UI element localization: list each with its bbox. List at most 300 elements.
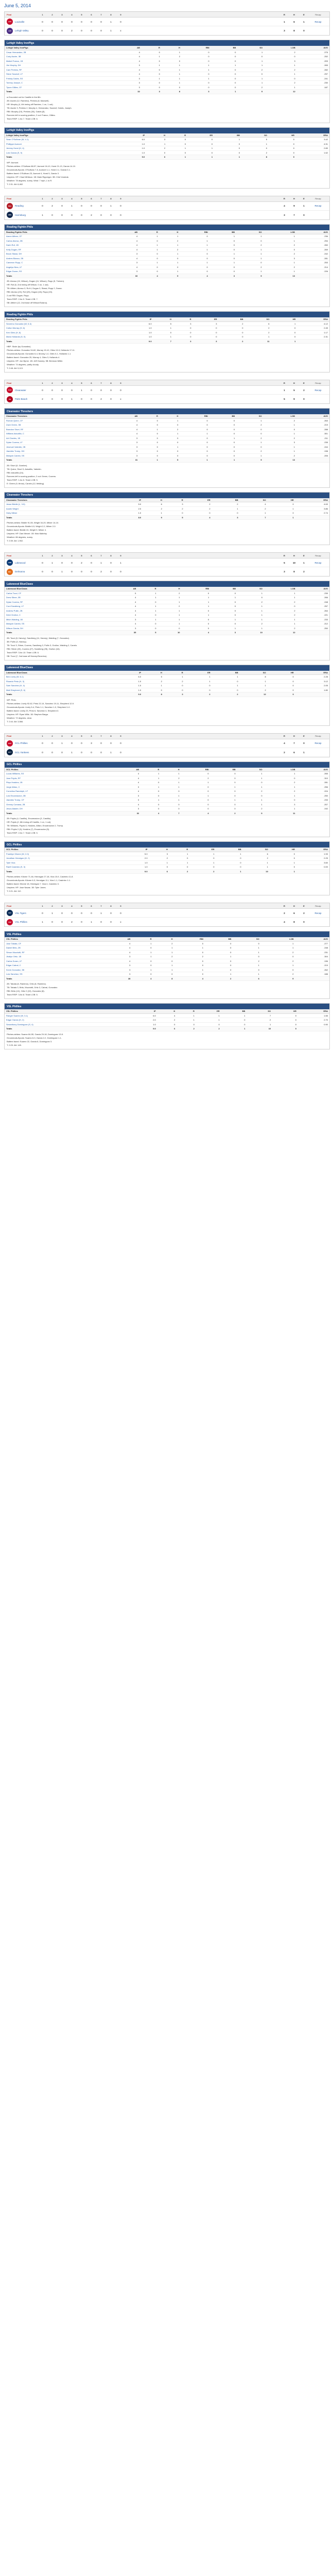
stat-cell: 0 bbox=[164, 688, 185, 692]
team-name-link[interactable]: Lakewood bbox=[15, 561, 26, 564]
team-rhe bbox=[279, 742, 309, 744]
recap-link[interactable]: Recap bbox=[314, 911, 322, 914]
stat-cell: 0 bbox=[160, 436, 180, 440]
note-line: Weather: 72 degrees, clear. bbox=[7, 716, 32, 719]
player-name-link[interactable]: Cameron Rupp, C bbox=[5, 261, 112, 265]
game-block bbox=[4, 733, 330, 896]
stat-cell: 0 bbox=[180, 269, 209, 274]
player-name-link[interactable]: Cornelius Randolph, LF bbox=[5, 789, 114, 794]
stat-cell: 1 bbox=[264, 807, 297, 811]
stat-cell: 1 bbox=[140, 798, 161, 803]
team-name-link[interactable]: VSL Tigers bbox=[15, 911, 26, 914]
player-name-link[interactable]: Tyson Gillies, CF bbox=[5, 85, 115, 90]
rhe-value: 4 bbox=[284, 742, 285, 744]
stat-cell bbox=[296, 458, 329, 463]
player-name-link[interactable]: Wilson Garcia, DH bbox=[5, 626, 111, 631]
inning-runs: 0 bbox=[42, 29, 43, 32]
team-name-link[interactable]: Delmarva bbox=[15, 570, 25, 573]
stat-cell: 0 bbox=[173, 330, 192, 335]
stat-cell: 0 bbox=[187, 138, 214, 142]
pitching-notes bbox=[5, 160, 329, 188]
scoreboard-header bbox=[5, 734, 329, 739]
stat-cell: 0 bbox=[181, 807, 210, 811]
stat-cell bbox=[297, 339, 329, 344]
inning-runs: 1 bbox=[51, 911, 53, 914]
stat-cell: 1 bbox=[177, 1013, 196, 1018]
player-name-link: Totals bbox=[5, 692, 115, 697]
linescore bbox=[38, 921, 272, 923]
stat-cell: 0 bbox=[139, 440, 160, 445]
rhe-label: E bbox=[303, 381, 305, 384]
stat-cell: 0 bbox=[192, 330, 218, 335]
stat-cell: 4 bbox=[185, 515, 212, 520]
stat-cell: 1 bbox=[149, 860, 169, 865]
stat-cell: 3 bbox=[114, 798, 140, 803]
inning-runs: 0 bbox=[120, 742, 121, 744]
player-name-link[interactable]: Sam Sanchez (H, 4) bbox=[5, 684, 115, 688]
inning-number: 3 bbox=[61, 197, 63, 200]
stat-cell: 8 bbox=[162, 90, 182, 94]
pitching-header-row bbox=[5, 1009, 329, 1013]
stat-cell: 0 bbox=[181, 789, 210, 794]
stat-cell: .250 bbox=[296, 793, 329, 798]
stat-cell: 0 bbox=[269, 150, 296, 155]
pitching-title: Lakewood BlueClaws bbox=[5, 665, 329, 671]
note-line: Team RISP: 2-for-9. Team LOB: 7. bbox=[7, 298, 38, 300]
player-name-link[interactable]: Lucas Williams, SS bbox=[5, 772, 114, 776]
team-name-link[interactable]: Reading bbox=[15, 205, 24, 207]
stat-cell: 1 bbox=[142, 55, 162, 59]
col-header: AVG bbox=[297, 46, 329, 50]
player-name-link[interactable]: Brock Stassi, DH bbox=[5, 252, 112, 257]
player-name-link[interactable]: Dylan Cozens, LF bbox=[5, 440, 112, 445]
player-name-link[interactable]: Carlos Tocci, CF bbox=[5, 591, 111, 596]
stat-cell: 35 bbox=[111, 631, 138, 635]
stat-cell: 4 bbox=[111, 613, 138, 618]
stat-cell: 0 bbox=[237, 72, 264, 77]
player-name-link[interactable]: Jeremy Horst (H, 4) bbox=[5, 146, 119, 151]
linescore bbox=[38, 570, 272, 573]
stat-cell: 5 bbox=[153, 321, 173, 326]
player-name-link[interactable]: Jonathan Hennigan (H, 2) bbox=[5, 856, 122, 861]
team-name-link[interactable]: Palm Beach bbox=[15, 398, 28, 400]
team-name-link[interactable]: GCL Phillies bbox=[15, 742, 28, 744]
pitching-section bbox=[4, 665, 330, 726]
team-row bbox=[5, 739, 329, 748]
player-name-link[interactable]: Carlos Duran, LF bbox=[5, 959, 104, 963]
player-name-link[interactable]: Mitch Walding, 1B bbox=[5, 617, 111, 622]
col-header: HR bbox=[268, 498, 295, 502]
note-line: 2-out RBI: Dugan, Rupp. bbox=[7, 294, 29, 297]
stat-cell: 3 bbox=[115, 85, 142, 90]
col-header: R bbox=[164, 671, 185, 675]
stat-cell: 5.0 bbox=[122, 852, 149, 856]
col-header: ERA bbox=[297, 317, 329, 321]
player-name-link[interactable]: Kelly Dugan, RF bbox=[5, 247, 112, 252]
stat-cell: 0 bbox=[268, 692, 295, 697]
rhe-label: H bbox=[293, 13, 295, 16]
player-name-link[interactable]: Drew Stiner, 3B bbox=[5, 596, 111, 600]
recap-link[interactable]: Recap bbox=[314, 388, 322, 392]
player-name-link[interactable]: Jesus Alastre, DH bbox=[5, 807, 114, 811]
rhe-value: 2 bbox=[284, 911, 285, 914]
rhe-label: E bbox=[303, 735, 305, 737]
team-logo-icon: DEL bbox=[7, 569, 13, 575]
inning-runs: 0 bbox=[61, 561, 63, 564]
recap-link[interactable]: Recap bbox=[314, 561, 322, 564]
player-name-link[interactable]: Brandon Short, RF bbox=[5, 427, 112, 432]
player-name-link: Totals bbox=[5, 458, 112, 463]
player-name-link[interactable]: Edgar Cabral, C bbox=[5, 963, 104, 968]
stat-cell: 1 bbox=[243, 865, 270, 870]
player-name-link[interactable]: Cesar Hernandez, 2B bbox=[5, 50, 115, 55]
note-line: RBI: Brito (12), Ortiz 2 (19), Gonzalez (8). bbox=[7, 990, 45, 992]
stat-cell: 4 bbox=[112, 239, 139, 243]
stat-cell: 2 bbox=[143, 679, 164, 684]
inning-number: 5 bbox=[81, 735, 82, 737]
stat-cell: 4 bbox=[115, 55, 142, 59]
player-name-link[interactable]: Willians Astudillo, C bbox=[5, 432, 112, 436]
player-name-link[interactable]: Rhys Hoskins, 1B bbox=[5, 781, 114, 785]
col-header: SO bbox=[240, 498, 268, 502]
col-header: H bbox=[153, 317, 173, 321]
player-name-link[interactable]: Angelys Nina, LF bbox=[5, 265, 112, 269]
batter-row bbox=[5, 968, 329, 972]
player-name-link[interactable]: Maikel Franco, 1B bbox=[5, 59, 115, 63]
stat-cell: 6.0 bbox=[115, 675, 143, 680]
col-header: HR bbox=[272, 1009, 298, 1013]
batter-row bbox=[5, 798, 329, 803]
player-name-link[interactable]: Jorge Alfaro, C bbox=[5, 785, 114, 789]
player-name-link[interactable]: Colton Murray (H, 6) bbox=[5, 326, 128, 331]
col-header: RBI bbox=[182, 587, 211, 591]
col-header: R bbox=[164, 498, 185, 502]
player-name-link[interactable]: Grenny Cumana, 2B bbox=[5, 802, 114, 807]
player-name-link[interactable]: Roman Quinn, CF bbox=[5, 418, 112, 423]
rhe-header bbox=[279, 554, 309, 557]
innings-header bbox=[38, 13, 272, 16]
stat-cell: 9.0 bbox=[115, 692, 143, 697]
stat-cell: 4 bbox=[182, 631, 211, 635]
stat-cell: 1 bbox=[205, 972, 233, 977]
col-header: H bbox=[158, 587, 182, 591]
stat-cell: 0 bbox=[180, 252, 209, 257]
stat-cell: 4 bbox=[111, 604, 138, 609]
player-name-link[interactable]: Sean O'Sullivan (W, 4-1) bbox=[5, 138, 119, 142]
rhe-value: 0 bbox=[303, 921, 305, 923]
player-name-link[interactable]: Ranger Suarez (W, 3-1) bbox=[5, 1013, 132, 1018]
stat-cell: 1 bbox=[161, 781, 181, 785]
inning-runs: 0 bbox=[110, 213, 112, 216]
note-line: Groundouts-flyouts: Kilome 6-3, Hennigan 3-1, Viza 1-1, Casimiro 1-1. bbox=[7, 879, 71, 882]
player-name-link[interactable]: Art Charles, 1B bbox=[5, 436, 112, 440]
team-logo-icon: LHV bbox=[7, 28, 13, 34]
pitcher-row bbox=[5, 688, 329, 692]
team-logo-icon: HBG bbox=[7, 212, 13, 218]
stat-cell: 1 bbox=[139, 243, 160, 248]
inning-number: 4 bbox=[71, 381, 73, 384]
stat-cell: 1 bbox=[237, 626, 264, 631]
player-name-link[interactable]: Hoby Milner bbox=[5, 511, 115, 516]
col-batter: Clearwater Threshers bbox=[5, 414, 112, 418]
stat-cell: .212 bbox=[297, 622, 329, 626]
player-name-link[interactable]: Jiandido Tromp, DH bbox=[5, 449, 112, 454]
stat-cell: 0 bbox=[237, 596, 264, 600]
col-header: SO bbox=[243, 848, 270, 852]
stat-cell: 2 bbox=[263, 265, 296, 269]
stat-cell: 3 bbox=[192, 339, 218, 344]
note-line: Pitches-strikes: O'Sullivan 88-57, Aumont 16-10, Horst 21-13, Garcia 14-10. bbox=[7, 164, 76, 167]
pitching-notes bbox=[5, 874, 329, 895]
inning-runs: 0 bbox=[120, 205, 121, 207]
stat-cell: 7 bbox=[247, 1013, 272, 1018]
note-line: Groundouts-flyouts: Lively 5-4, Pinto 1-1, Sanchez 1-0, Shepherd 1-0. bbox=[7, 705, 71, 708]
stat-cell: 1.0 bbox=[128, 335, 153, 340]
game-block bbox=[4, 552, 330, 726]
stat-cell: 1 bbox=[237, 591, 264, 596]
player-name-link[interactable]: Steve Susdorf, LF bbox=[5, 72, 115, 77]
rhe-label: R bbox=[284, 381, 285, 384]
team-row bbox=[5, 18, 329, 26]
player-name-link[interactable]: Jose Tabata, CF bbox=[5, 941, 104, 946]
stat-cell: 1 bbox=[158, 613, 182, 618]
player-name-link[interactable]: Malquin Canelo, SS bbox=[5, 622, 111, 626]
innings-header bbox=[38, 905, 272, 907]
stat-cell: 1.0 bbox=[115, 684, 143, 688]
stat-cell: 1 bbox=[264, 591, 297, 596]
player-name-link[interactable]: Jesse Biddle (L, 3-5) bbox=[5, 502, 115, 507]
player-name-link[interactable]: Ranfi Casimiro (S, 3) bbox=[5, 865, 122, 870]
stat-cell: 2 bbox=[196, 1027, 221, 1031]
inning-runs: 1 bbox=[71, 751, 73, 754]
player-name-link[interactable]: Jiandido Tromp, CF bbox=[5, 798, 114, 803]
stat-cell: 10 bbox=[237, 631, 264, 635]
player-name-link[interactable]: Luis Garcia (S, 9) bbox=[5, 150, 119, 155]
player-name-link[interactable]: Tommy Joseph, C bbox=[5, 81, 115, 86]
recap-link[interactable]: Recap bbox=[314, 20, 322, 23]
stat-cell: 1 bbox=[233, 946, 260, 951]
note-line: 2B: Short (9, Gomber). bbox=[7, 464, 28, 467]
player-name-link[interactable]: Kevin Gonzalez, 3B bbox=[5, 968, 104, 972]
batting-section bbox=[4, 408, 330, 488]
inning-runs: 0 bbox=[81, 20, 82, 23]
stat-cell: 0 bbox=[209, 247, 236, 252]
col-batter: Lehigh Valley IronPigs bbox=[5, 46, 115, 50]
stat-cell: 1 bbox=[187, 146, 214, 151]
stat-cell: 3 bbox=[210, 631, 237, 635]
player-name-link[interactable]: Edgar Duran, SS bbox=[5, 269, 112, 274]
batting-title: Reading Fightin Phils bbox=[5, 225, 329, 230]
note-line: Batters faced: Gonzalez 25, Murray 4, Giles 3, Hollands 4. bbox=[7, 356, 60, 359]
inning-runs: 0 bbox=[71, 388, 73, 392]
stat-cell: 0 bbox=[236, 427, 263, 432]
player-name-link[interactable]: Tyler Viza bbox=[5, 860, 122, 865]
stat-cell: 1 bbox=[189, 852, 216, 856]
stat-cell: 3 bbox=[173, 321, 192, 326]
stat-cell: 1 bbox=[216, 852, 242, 856]
player-name-link[interactable]: Phillippe Aumont bbox=[5, 142, 119, 146]
stat-cell: .231 bbox=[295, 950, 329, 955]
player-name-link[interactable]: Dylan Cozens, RF bbox=[5, 600, 111, 604]
stat-cell: 0 bbox=[140, 802, 161, 807]
stat-cell: 0 bbox=[205, 963, 233, 968]
note-line: Batters faced: Suarez 22, Garcia 8, Dominguez 3. bbox=[7, 1040, 52, 1043]
player-name-link[interactable]: Jim Murphy, DH bbox=[5, 63, 115, 68]
stat-cell: 1 bbox=[209, 436, 236, 440]
inning-runs: 0 bbox=[81, 751, 82, 754]
player-name-link[interactable]: Ben Lively (W, 6-1) bbox=[5, 675, 115, 680]
batting-header-row bbox=[5, 230, 329, 234]
note-line: T: 2:31. Att: 8,462. bbox=[7, 182, 24, 185]
team-row bbox=[5, 567, 329, 576]
inning-runs: 0 bbox=[91, 751, 92, 754]
batter-row bbox=[5, 256, 329, 261]
inning-runs: 0 bbox=[110, 911, 112, 914]
stat-cell: 1 bbox=[261, 941, 295, 946]
col-header: BB bbox=[210, 768, 237, 772]
player-name-link[interactable]: Cam Perkins, RF bbox=[5, 67, 115, 72]
stat-cell: 1 bbox=[161, 793, 181, 798]
recap-link[interactable]: Recap bbox=[314, 742, 322, 744]
player-name-link[interactable]: Cody Asche, 3B bbox=[5, 55, 115, 59]
player-name-link[interactable]: Daniel Brito, 2B bbox=[5, 946, 104, 951]
stat-cell: 1 bbox=[140, 776, 161, 781]
player-name-link[interactable]: Ken Giles (H, 8) bbox=[5, 330, 128, 335]
pitching-notes bbox=[5, 1031, 329, 1049]
player-name-link[interactable]: Simon Muzziotti, RF bbox=[5, 950, 104, 955]
batting-section bbox=[4, 40, 330, 123]
stat-cell: 1 bbox=[182, 67, 211, 72]
inning-runs: 0 bbox=[42, 561, 43, 564]
player-name-link[interactable]: Cord Sandberg, LF bbox=[5, 604, 111, 609]
note-line: HR: Murphy (4, 4th inning off Ramirez, 1 on, 1 out). bbox=[7, 103, 54, 106]
stat-cell: 0 bbox=[269, 146, 296, 151]
player-name-link[interactable]: Andrew Pullin, 2B bbox=[5, 608, 111, 613]
stat-cell: 0 bbox=[237, 781, 264, 785]
player-name-link[interactable]: Luis Sanchez, SS bbox=[5, 972, 104, 977]
stat-cell: 0 bbox=[269, 155, 296, 160]
inning-number: 9 bbox=[120, 197, 121, 200]
batting-header-row bbox=[5, 414, 329, 418]
stat-cell: 4.12 bbox=[297, 321, 329, 326]
inning-runs: 0 bbox=[71, 20, 73, 23]
note-line: T: 2:44. Att: 3,566. bbox=[7, 720, 24, 723]
player-name-link[interactable]: Matt Shepherd (S, 6) bbox=[5, 688, 115, 692]
inning-runs: 0 bbox=[91, 205, 92, 207]
player-name-link[interactable]: Severino Gonzalez (W, 5-3) bbox=[5, 321, 128, 326]
stat-cell: 0 bbox=[221, 1018, 247, 1023]
player-name-link[interactable]: Edgar Garcia (H, 2) bbox=[5, 1018, 132, 1023]
note-line: Umpires: HP: Jose Navas. 1B: Tyler Jones. bbox=[7, 886, 46, 889]
inning-runs: 2 bbox=[71, 29, 73, 32]
player-name-link[interactable]: Deivi Grullon, C bbox=[5, 613, 111, 618]
stat-cell: .209 bbox=[297, 59, 329, 63]
player-name-link[interactable]: Austin Wright bbox=[5, 506, 115, 511]
player-name-link[interactable]: Andres Blanco, 2B bbox=[5, 256, 112, 261]
player-name-link[interactable]: Aaron Altherr, CF bbox=[5, 234, 112, 239]
inning-number: 2 bbox=[51, 554, 53, 557]
stat-cell: 1 bbox=[167, 155, 187, 160]
team-name-link[interactable]: GCL Yankees bbox=[15, 751, 29, 754]
note-line: HBP: Skole (by Gonzalez). bbox=[7, 345, 31, 348]
player-name-link[interactable]: Darin Ruf, 1B bbox=[5, 243, 112, 248]
team-name-link[interactable]: Louisville bbox=[15, 20, 25, 23]
team-name-link[interactable]: Harrisburg bbox=[15, 213, 26, 216]
player-name-link[interactable]: Freddy Galvis, SS bbox=[5, 76, 115, 81]
team-name-link[interactable]: VSL Phillies bbox=[15, 921, 27, 923]
player-name-link[interactable]: Seranthony Dominguez (S, 4) bbox=[5, 1022, 132, 1027]
inning-runs: 0 bbox=[42, 911, 43, 914]
player-name-link[interactable]: Carlos Alonso, 3B bbox=[5, 239, 112, 243]
player-name-link[interactable]: Mario Hollands (S, 5) bbox=[5, 335, 128, 340]
col-header: HR bbox=[268, 671, 295, 675]
stat-cell: 2 bbox=[219, 339, 245, 344]
player-name-link[interactable]: Luis Encarnacion, 3B bbox=[5, 793, 114, 798]
player-name-link[interactable]: Malquin Canelo, SS bbox=[5, 453, 112, 458]
stat-cell: 1 bbox=[264, 596, 297, 600]
stat-cell: 0 bbox=[137, 622, 157, 626]
stat-cell: 0 bbox=[174, 959, 205, 963]
player-name-link[interactable]: Jose Pujols, RF bbox=[5, 776, 114, 781]
stat-cell: .269 bbox=[296, 247, 329, 252]
col-header: RBI bbox=[182, 46, 211, 50]
stat-cell: 0 bbox=[209, 256, 236, 261]
stat-cell: 12 bbox=[264, 631, 297, 635]
stat-cell: 0 bbox=[182, 591, 211, 596]
totals-row bbox=[5, 1027, 329, 1031]
stat-cell: 1 bbox=[160, 234, 180, 239]
note-line: 2B: Asche (12, Ramirez), Perkins (8, Maxwell). bbox=[7, 99, 49, 102]
rhe-label: H bbox=[293, 197, 295, 200]
stat-cell: 4.63 bbox=[295, 502, 329, 507]
stat-cell: 1 bbox=[209, 252, 236, 257]
col-header: SO bbox=[237, 46, 264, 50]
note-line: TB: Williams, Pujols 6, Hoskins, Alfaro, Encarnacion 2, Tromp. bbox=[7, 824, 64, 827]
team-name-link[interactable]: Lehigh Valley bbox=[15, 29, 29, 32]
stat-cell: 1 bbox=[182, 600, 211, 604]
inning-number: 1 bbox=[42, 904, 43, 907]
stat-cell: 0 bbox=[261, 955, 295, 959]
stat-cell: 2 bbox=[247, 1018, 272, 1023]
player-name-link[interactable]: Franklyn Kilome (W, 2-0) bbox=[5, 852, 122, 856]
rhe-value: 0 bbox=[303, 742, 305, 744]
stat-cell: .277 bbox=[295, 941, 329, 946]
stat-cell: 1 bbox=[162, 81, 182, 86]
player-name-link[interactable]: Zach Green, 3B bbox=[5, 423, 112, 428]
stat-cell: 2 bbox=[261, 972, 295, 977]
player-name-link[interactable]: Jhailyn Ortiz, 1B bbox=[5, 955, 104, 959]
col-header: R bbox=[137, 587, 157, 591]
batter-row bbox=[5, 432, 329, 436]
inning-number: 2 bbox=[51, 381, 53, 384]
stat-cell: 0 bbox=[264, 798, 297, 803]
stat-cell: 2 bbox=[146, 146, 167, 151]
pitching-title: Lehigh Valley IronPigs bbox=[5, 128, 329, 133]
stat-cell: 0 bbox=[214, 150, 241, 155]
stat-cell: 1 bbox=[153, 946, 174, 951]
stat-cell: 32 bbox=[114, 811, 140, 816]
pitcher-row bbox=[5, 511, 329, 516]
player-name-link[interactable]: Jesmuel Valentin, 2B bbox=[5, 445, 112, 449]
team-name-link[interactable]: Clearwater bbox=[15, 388, 26, 392]
col-header: H bbox=[160, 230, 180, 234]
batter-row bbox=[5, 959, 329, 963]
stat-cell: 1 bbox=[236, 418, 263, 423]
player-name-link[interactable]: Ricardo Pinto (H, 3) bbox=[5, 679, 115, 684]
inning-runs: 1 bbox=[120, 561, 121, 564]
inning-runs: 3 bbox=[91, 742, 92, 744]
recap-link[interactable]: Recap bbox=[314, 205, 322, 207]
